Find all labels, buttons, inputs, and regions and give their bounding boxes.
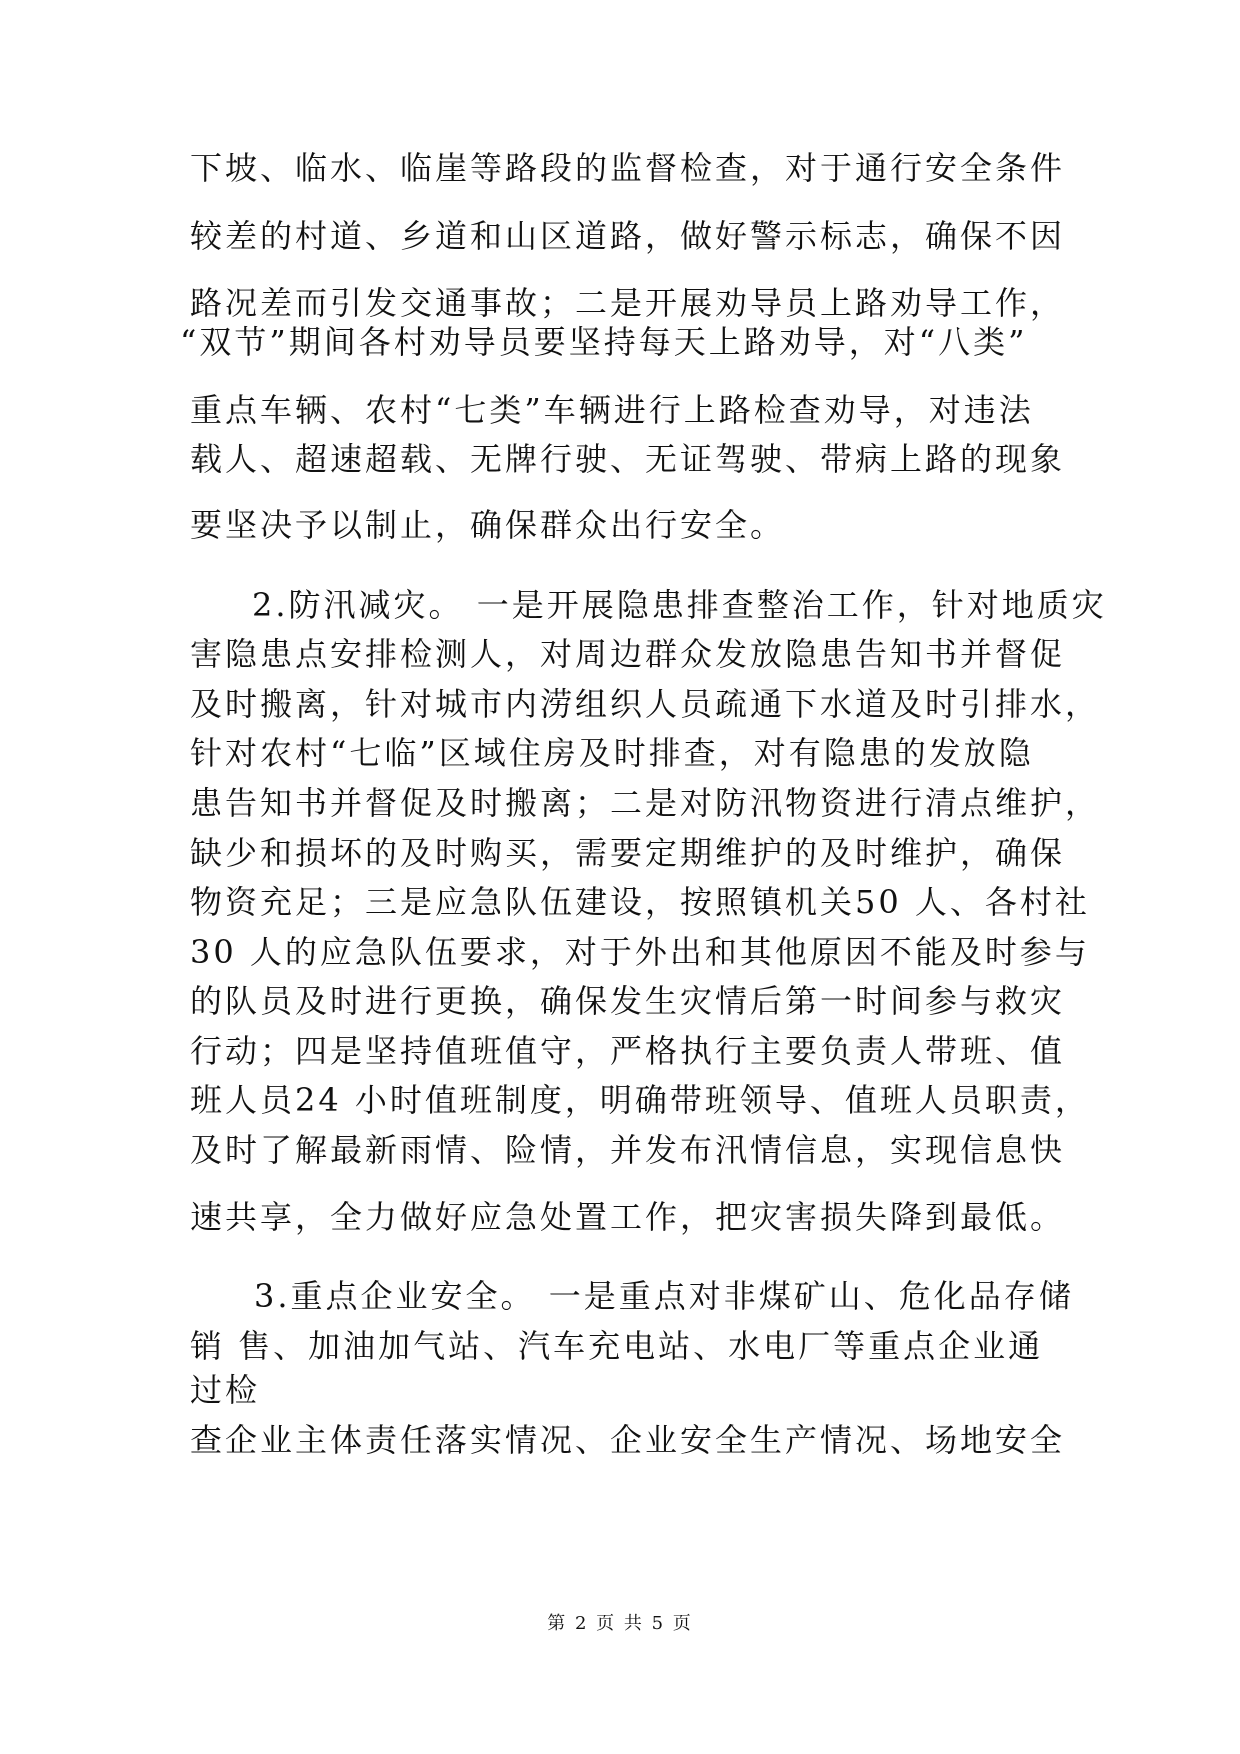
text-line: 30 人的应急队伍要求，对于外出和其他原因不能及时参与 <box>190 933 1090 971</box>
text-line: 缺少和损坏的及时购买，需要定期维护的及时维护，确保 <box>190 834 1066 872</box>
text-line: 患告知书并督促及时搬离；二是对防汛物资进行清点维护， <box>190 784 1101 822</box>
text-line: 针对农村“七临”区域住房及时排查，对有隐患的发放隐 <box>190 734 1034 772</box>
text-line: 的队员及时进行更换，确保发生灾情后第一时间参与救灾 <box>190 982 1066 1020</box>
page-number: 第 2 页 共 5 页 <box>547 1613 693 1634</box>
text-line: 行动；四是坚持值班值守，严格执行主要负责人带班、值 <box>190 1032 1066 1070</box>
text-line: 及时了解最新雨情、险情，并发布汛情信息，实现信息快 <box>190 1131 1066 1169</box>
text-line: 3.重点企业安全。 一是重点对非煤矿山、危化品存储 <box>254 1277 1074 1315</box>
text-line: 下坡、临水、临崖等路段的监督检查，对于通行安全条件 <box>190 149 1066 187</box>
text-line: 查企业主体责任落实情况、企业安全生产情况、场地安全 <box>190 1421 1066 1459</box>
text-line: 路况差而引发交通事故；二是开展劝导员上路劝导工作， <box>190 284 1066 322</box>
text-line: 害隐患点安排检测人，对周边群众发放隐患告知书并督促 <box>190 635 1066 673</box>
text-line: 要坚决予以制止，确保群众出行安全。 <box>190 506 786 544</box>
text-line: 班人员24 小时值班制度，明确带班领导、值班人员职责， <box>190 1081 1090 1119</box>
text-line: 载人、超速超载、无牌行驶、无证驾驶、带病上路的现象 <box>190 440 1066 478</box>
text-line: 销 售、加油加气站、汽车充电站、水电厂等重点企业通 <box>190 1327 1044 1365</box>
text-line: 较差的村道、乡道和山区道路，做好警示标志，确保不因 <box>190 217 1066 255</box>
text-line: “双节”期间各村劝导员要坚持每天上路劝导，对“八类” <box>180 323 1028 361</box>
text-line: 重点车辆、农村“七类”车辆进行上路检查劝导，对违法 <box>190 391 1034 429</box>
text-line: 速共享，全力做好应急处置工作，把灾害损失降到最低。 <box>190 1198 1066 1236</box>
text-line: 及时搬离，针对城市内涝组织人员疏通下水道及时引排水， <box>190 685 1101 723</box>
text-line: 物资充足；三是应急队伍建设，按照镇机关50 人、各村社 <box>190 883 1090 921</box>
text-line: 过检 <box>190 1371 261 1409</box>
text-line: 2.防汛减灾。 一是开展隐患排查整治工作，针对地质灾 <box>252 586 1107 624</box>
